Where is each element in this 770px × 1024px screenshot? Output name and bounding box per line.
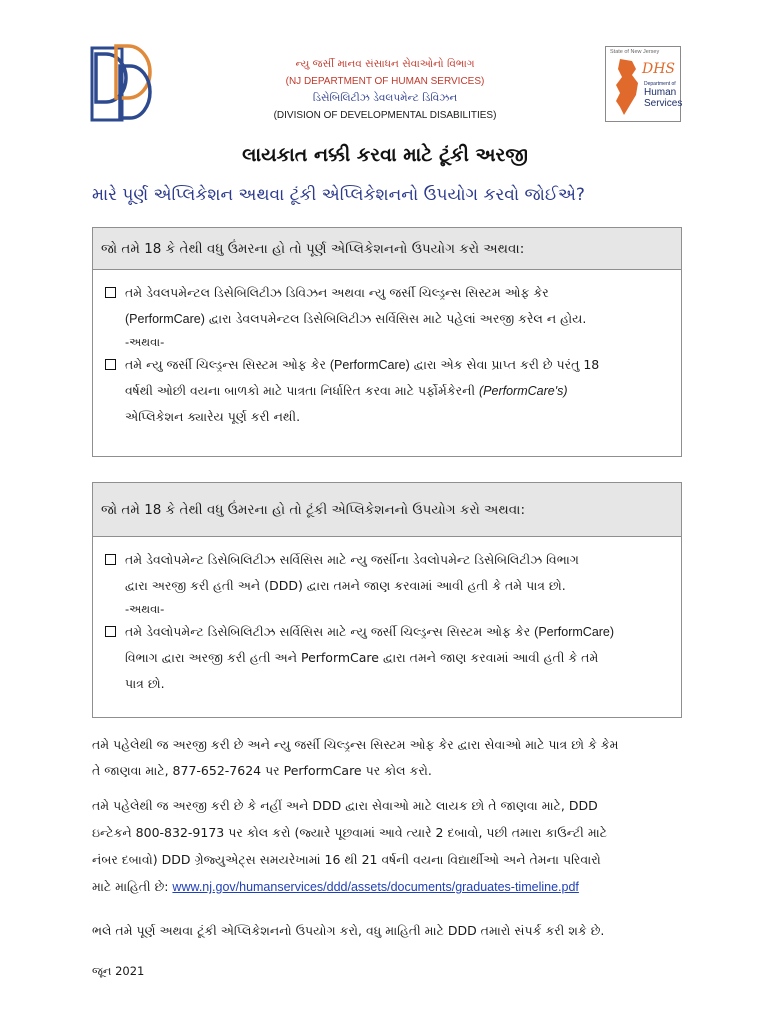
performcare-label: (PerformCare) (125, 312, 205, 326)
performcare-contact-paragraph (92, 732, 692, 784)
criteria-text: એપ્લિકેશન ક્યારેય પૂર્ણ કરી નથી. (125, 409, 301, 424)
paragraph-text: માટે માહિતી છે: (92, 879, 173, 894)
dhs-human-label: Human (644, 87, 677, 98)
criteria-text: દ્વારા અરજી કરી હતી અને (DDD) દ્વારા તમને જાણ કરવામાં આવી હતી કે તમે પાત્ર છો. (125, 578, 566, 593)
performcare-label: (PerformCare) (329, 358, 410, 372)
criteria-text (125, 306, 671, 332)
criteria-text (125, 619, 671, 645)
paragraph-line: તમે પહેલેથી જ અરજી કરી છે કે નહીં અને DDD દ્વારા સેવાઓ માટે લાયક છો તે જાણવા માટે, DDD (92, 798, 598, 813)
or-separator: -અથવા- (125, 335, 165, 349)
criteria-text: તમે ડેવલપમેન્ટલ ડિસેબિલિટીઝ ડિવિઝન અથવા ન્યુ જર્સી ચિલ્ડ્રન્સ સિસ્ટમ ઓફ કેર (125, 285, 549, 300)
paragraph-line: નંબર દબાવો) DDD ગ્રેજ્યુએટ્સ સમયરેખામાં 16 થી 21 વર્ષની વયના વિદ્યાર્થીઓ અને તેમના પરિવારો (92, 852, 601, 867)
dhs-dept-label: Department of (644, 81, 676, 87)
dhs-services-label: Services (644, 98, 683, 109)
publication-date: જૂન 2021 (92, 964, 145, 978)
dhs-state-text: State of New Jersey (610, 49, 660, 55)
full-application-heading: જો તમે 18 કે તેથી વધુ ઉંમરના હો તો પૂર્ણ એપ્લિકેશનનો ઉપયોગ કરો અથવા: (93, 228, 681, 270)
contact-note-paragraph: ભલે તમે પૂર્ણ અથવા ટૂંકી એપ્લિકેશનનો ઉપયોગ કરો, વધુ માહિતી માટે DDD તમારો સંપર્ક કરી શકે છે. (92, 923, 605, 938)
agency-name-en: (NJ DEPARTMENT OF HUMAN SERVICES) (285, 76, 485, 87)
or-separator: -અથવા- (125, 602, 165, 616)
graduates-timeline-link[interactable]: www.nj.gov/humanservices/ddd/assets/documents/graduates-timeline.pdf (172, 880, 579, 894)
checkbox-icon (105, 287, 116, 298)
page-title: લાયકાત નક્કી કરવા માટે ટૂંકી અરજી (242, 144, 528, 166)
criteria-text-part: દ્વારા એક સેવા પ્રાપ્ત કરી છે પરંતુ 18 (409, 357, 600, 372)
criteria-item (103, 619, 671, 697)
dhs-name (644, 81, 682, 109)
new-jersey-map-icon (612, 57, 642, 117)
performcare-label: (PerformCare) (534, 625, 615, 639)
paragraph-line: તમે પહેલેથી જ અરજી કરી છે અને ન્યુ જર્સી ચિલ્ડ્રન્સ સિસ્ટમ ઓફ કેર દ્વારા સેવાઓ માટે પાત્ર છો કે કેમ (92, 737, 619, 752)
criteria-text (125, 352, 671, 378)
criteria-item (103, 547, 671, 599)
ddd-logo (90, 44, 160, 122)
criteria-text-part: વર્ષથી ઓછી વયના બાળકો માટે પાત્રતા નિર્ધારિત કરવા માટે પર્ફોર્મકેરની (125, 383, 479, 398)
criteria-item (103, 280, 671, 332)
criteria-text-part: તમે ન્યુ જર્સી ચિલ્ડ્રન્સ સિસ્ટમ ઓફ કેર (125, 357, 330, 372)
division-name-gu: ડિસેબિલિટીઝ ડેવલપમેન્ટ ડિવિઝન (312, 92, 458, 104)
criteria-text-part: દ્વારા ડેવલપમેન્ટલ ડિસેબિલિટીઝ સર્વિસિસ માટે પહેલાં અરજી કરેલ ન હોય. (204, 311, 587, 326)
criteria-text-part: તમે ડેવલોપમેન્ટ ડિસેબિલિટીઝ સર્વિસિસ માટે ન્યુ જર્સી ચિલ્ડ્રન્સ સિસ્ટમ ઓફ કેર (125, 624, 535, 639)
full-application-box (92, 227, 682, 457)
checkbox-icon (105, 554, 116, 565)
agency-name-gu: ન્યુ જર્સી માનવ સંસાધન સેવાઓનો વિભાગ (295, 58, 475, 70)
checkbox-icon (105, 626, 116, 637)
criteria-text (125, 378, 671, 404)
criteria-text: વિભાગ દ્વારા અરજી કરી હતી અને PerformCare દ્વારા તમને જાણ કરવામાં આવી હતી કે તમે (125, 650, 599, 665)
paragraph-line: તે જાણવા માટે, 877-652-7624 પર PerformCare પર કોલ કરો. (92, 763, 432, 778)
short-application-box (92, 482, 682, 718)
agency-header (200, 56, 570, 124)
performcare-possessive: (PerformCare's) (479, 384, 568, 398)
criteria-item (103, 352, 671, 430)
short-application-body (93, 537, 681, 697)
ddd-contact-paragraph (92, 792, 692, 901)
paragraph-line (92, 873, 692, 901)
dhs-logo (605, 46, 681, 122)
page-subtitle: મારે પૂર્ણ એપ્લિકેશન અથવા ટૂંકી એપ્લિકેશનનો ઉપયોગ કરવો જોઈએ? (92, 185, 585, 205)
criteria-text: તમે ડેવલોપમેન્ટ ડિસેબિલિટીઝ સર્વિસિસ માટે ન્યુ જર્સીના ડેવલોપમેન્ટ ડિસેબિલિટીઝ વિભાગ (125, 552, 579, 567)
dhs-mark: DHS (642, 61, 676, 77)
full-application-body (93, 270, 681, 430)
checkbox-icon (105, 359, 116, 370)
criteria-text: પાત્ર છો. (125, 676, 165, 691)
short-application-heading: જો તમે 18 કે તેથી વધુ ઉંમરના હો તો ટૂંકી એપ્લિકેશનનો ઉપયોગ કરો અથવા: (93, 483, 681, 537)
division-name-en: (DIVISION OF DEVELOPMENTAL DISABILITIES) (273, 110, 497, 121)
paragraph-line: ઇન્ટેકને 800-832-9173 પર કોલ કરો (જ્યારે પૂછવામાં આવે ત્યારે 2 દબાવો, પછી તમારા કાઉન્ટી માટે (92, 825, 607, 840)
